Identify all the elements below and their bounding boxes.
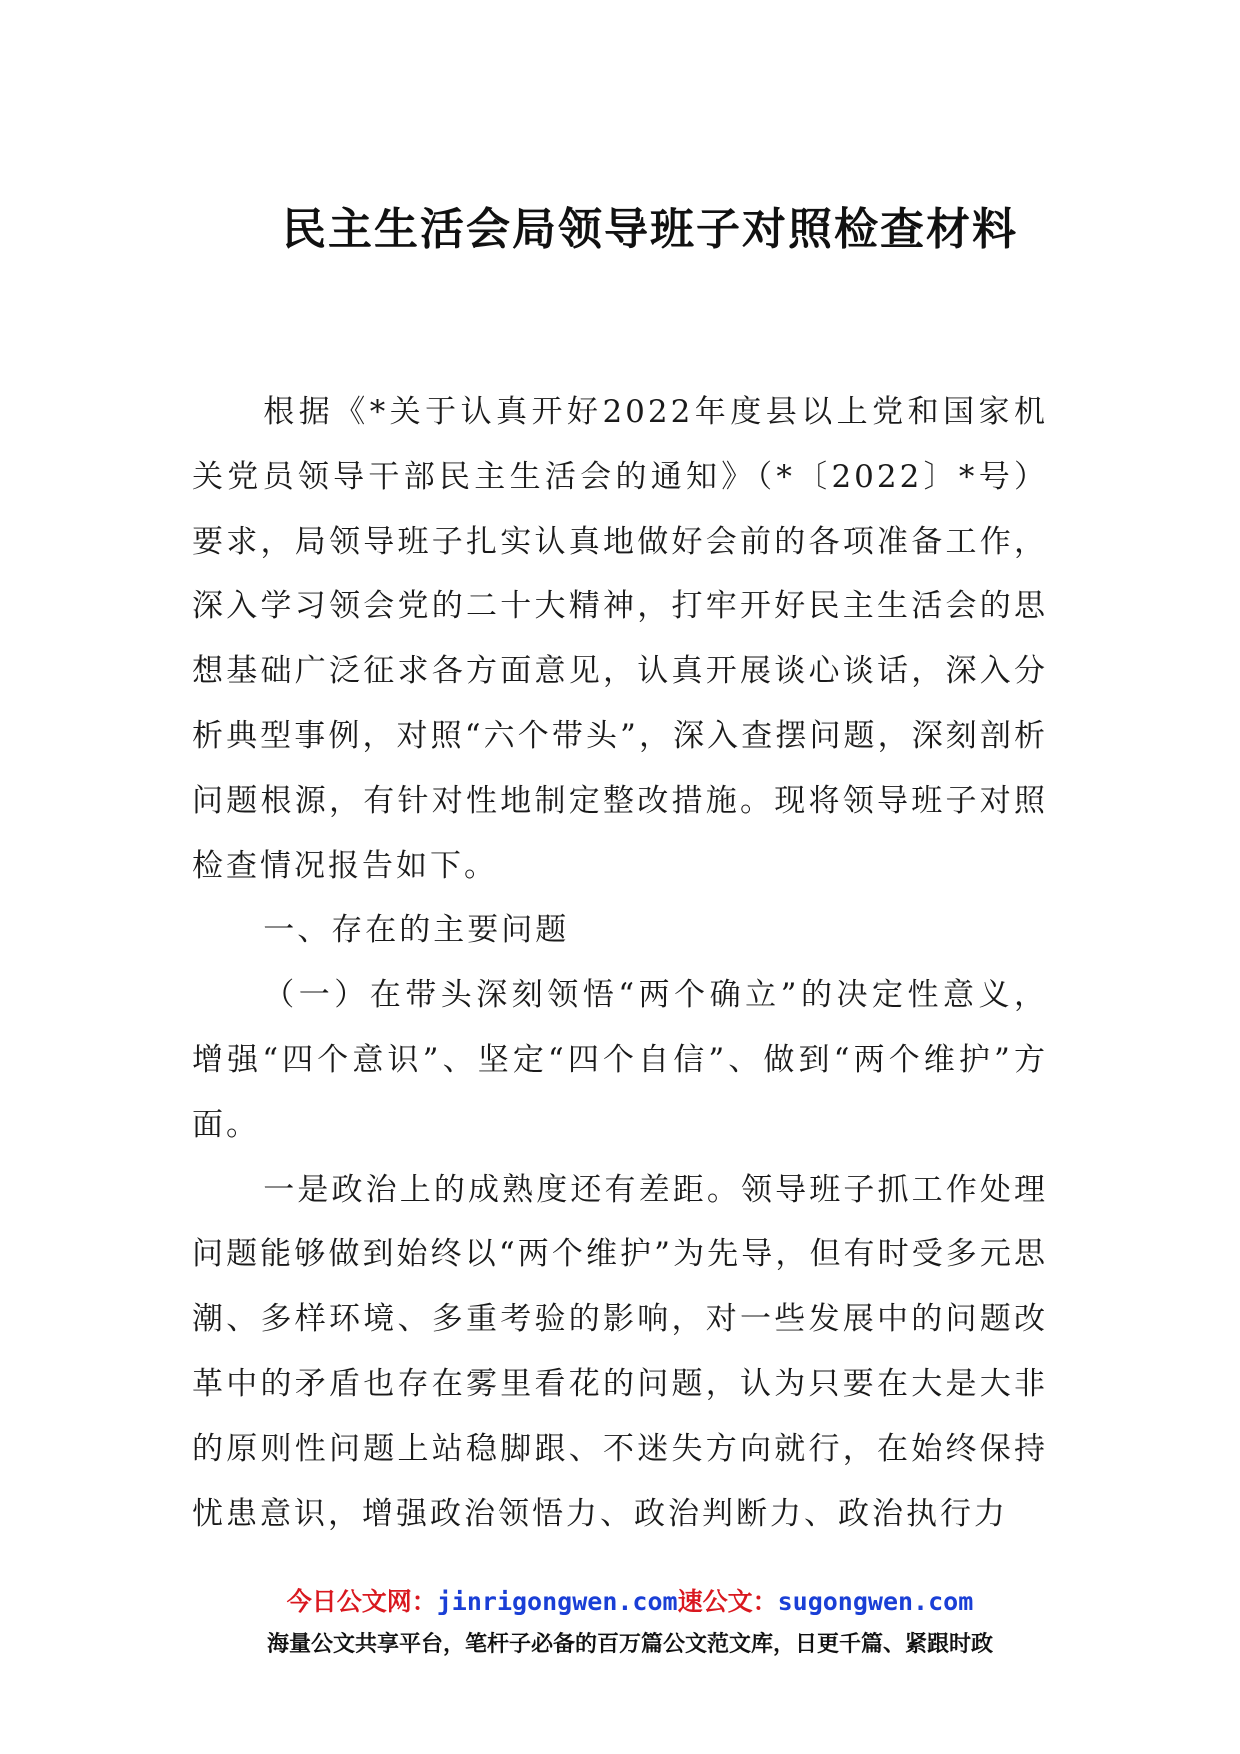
- footer-tagline: 海量公文共享平台，笔杆子必备的百万篇公文范文库，日更千篇、紧跟时政: [266, 1632, 993, 1657]
- site1-name: 今日公文网：: [286, 1587, 437, 1616]
- site2-name: 速公文：: [677, 1587, 778, 1616]
- site1-url[interactable]: jinrigongwen.com: [436, 1587, 678, 1616]
- section-heading: 一、存在的主要问题: [263, 912, 570, 949]
- intro-paragraph: 根据《*关于认真开好2022年度县以上党和国家机关党员领导干部民主生活会的通知》（*〔2022〕*号）要求，局领导班子扎实认真地做好会前的各项准备工作，深入学习领会党的二十大精神，打牢开好民主生活会的思想基础广泛征求各方面意见，认真开展谈心谈话，深入分析典型事例，对照“六个带头”，深入查摆问题，深刻剖析问题根源，有针对性地制定整改措施。现将领导班子对照检查情况报告如下。: [192, 394, 1048, 884]
- footer-sites: [0, 1585, 1240, 1619]
- document-body: [192, 380, 1048, 1546]
- subsection-heading: （一）在带头深刻领悟“两个确立”的决定性意义，增强“四个意识”、坚定“四个自信”、做到“两个维护”方面。: [192, 977, 1048, 1143]
- body-paragraph: 一是政治上的成熟度还有差距。领导班子抓工作处理问题能够做到始终以“两个维护”为先导，但有时受多元思潮、多样环境、多重考验的影响，对一些发展中的问题改革中的矛盾也存在雾里看花的问题，认为只要在大是大非的原则性问题上站稳脚跟、不迷失方向就行，在始终保持忧患意识，增强政治领悟力、政治判断力、政治执行力: [192, 1171, 1048, 1532]
- site2-url[interactable]: sugongwen.com: [777, 1587, 974, 1616]
- page-title: 民主生活会局领导班子对照检查材料: [282, 204, 1018, 255]
